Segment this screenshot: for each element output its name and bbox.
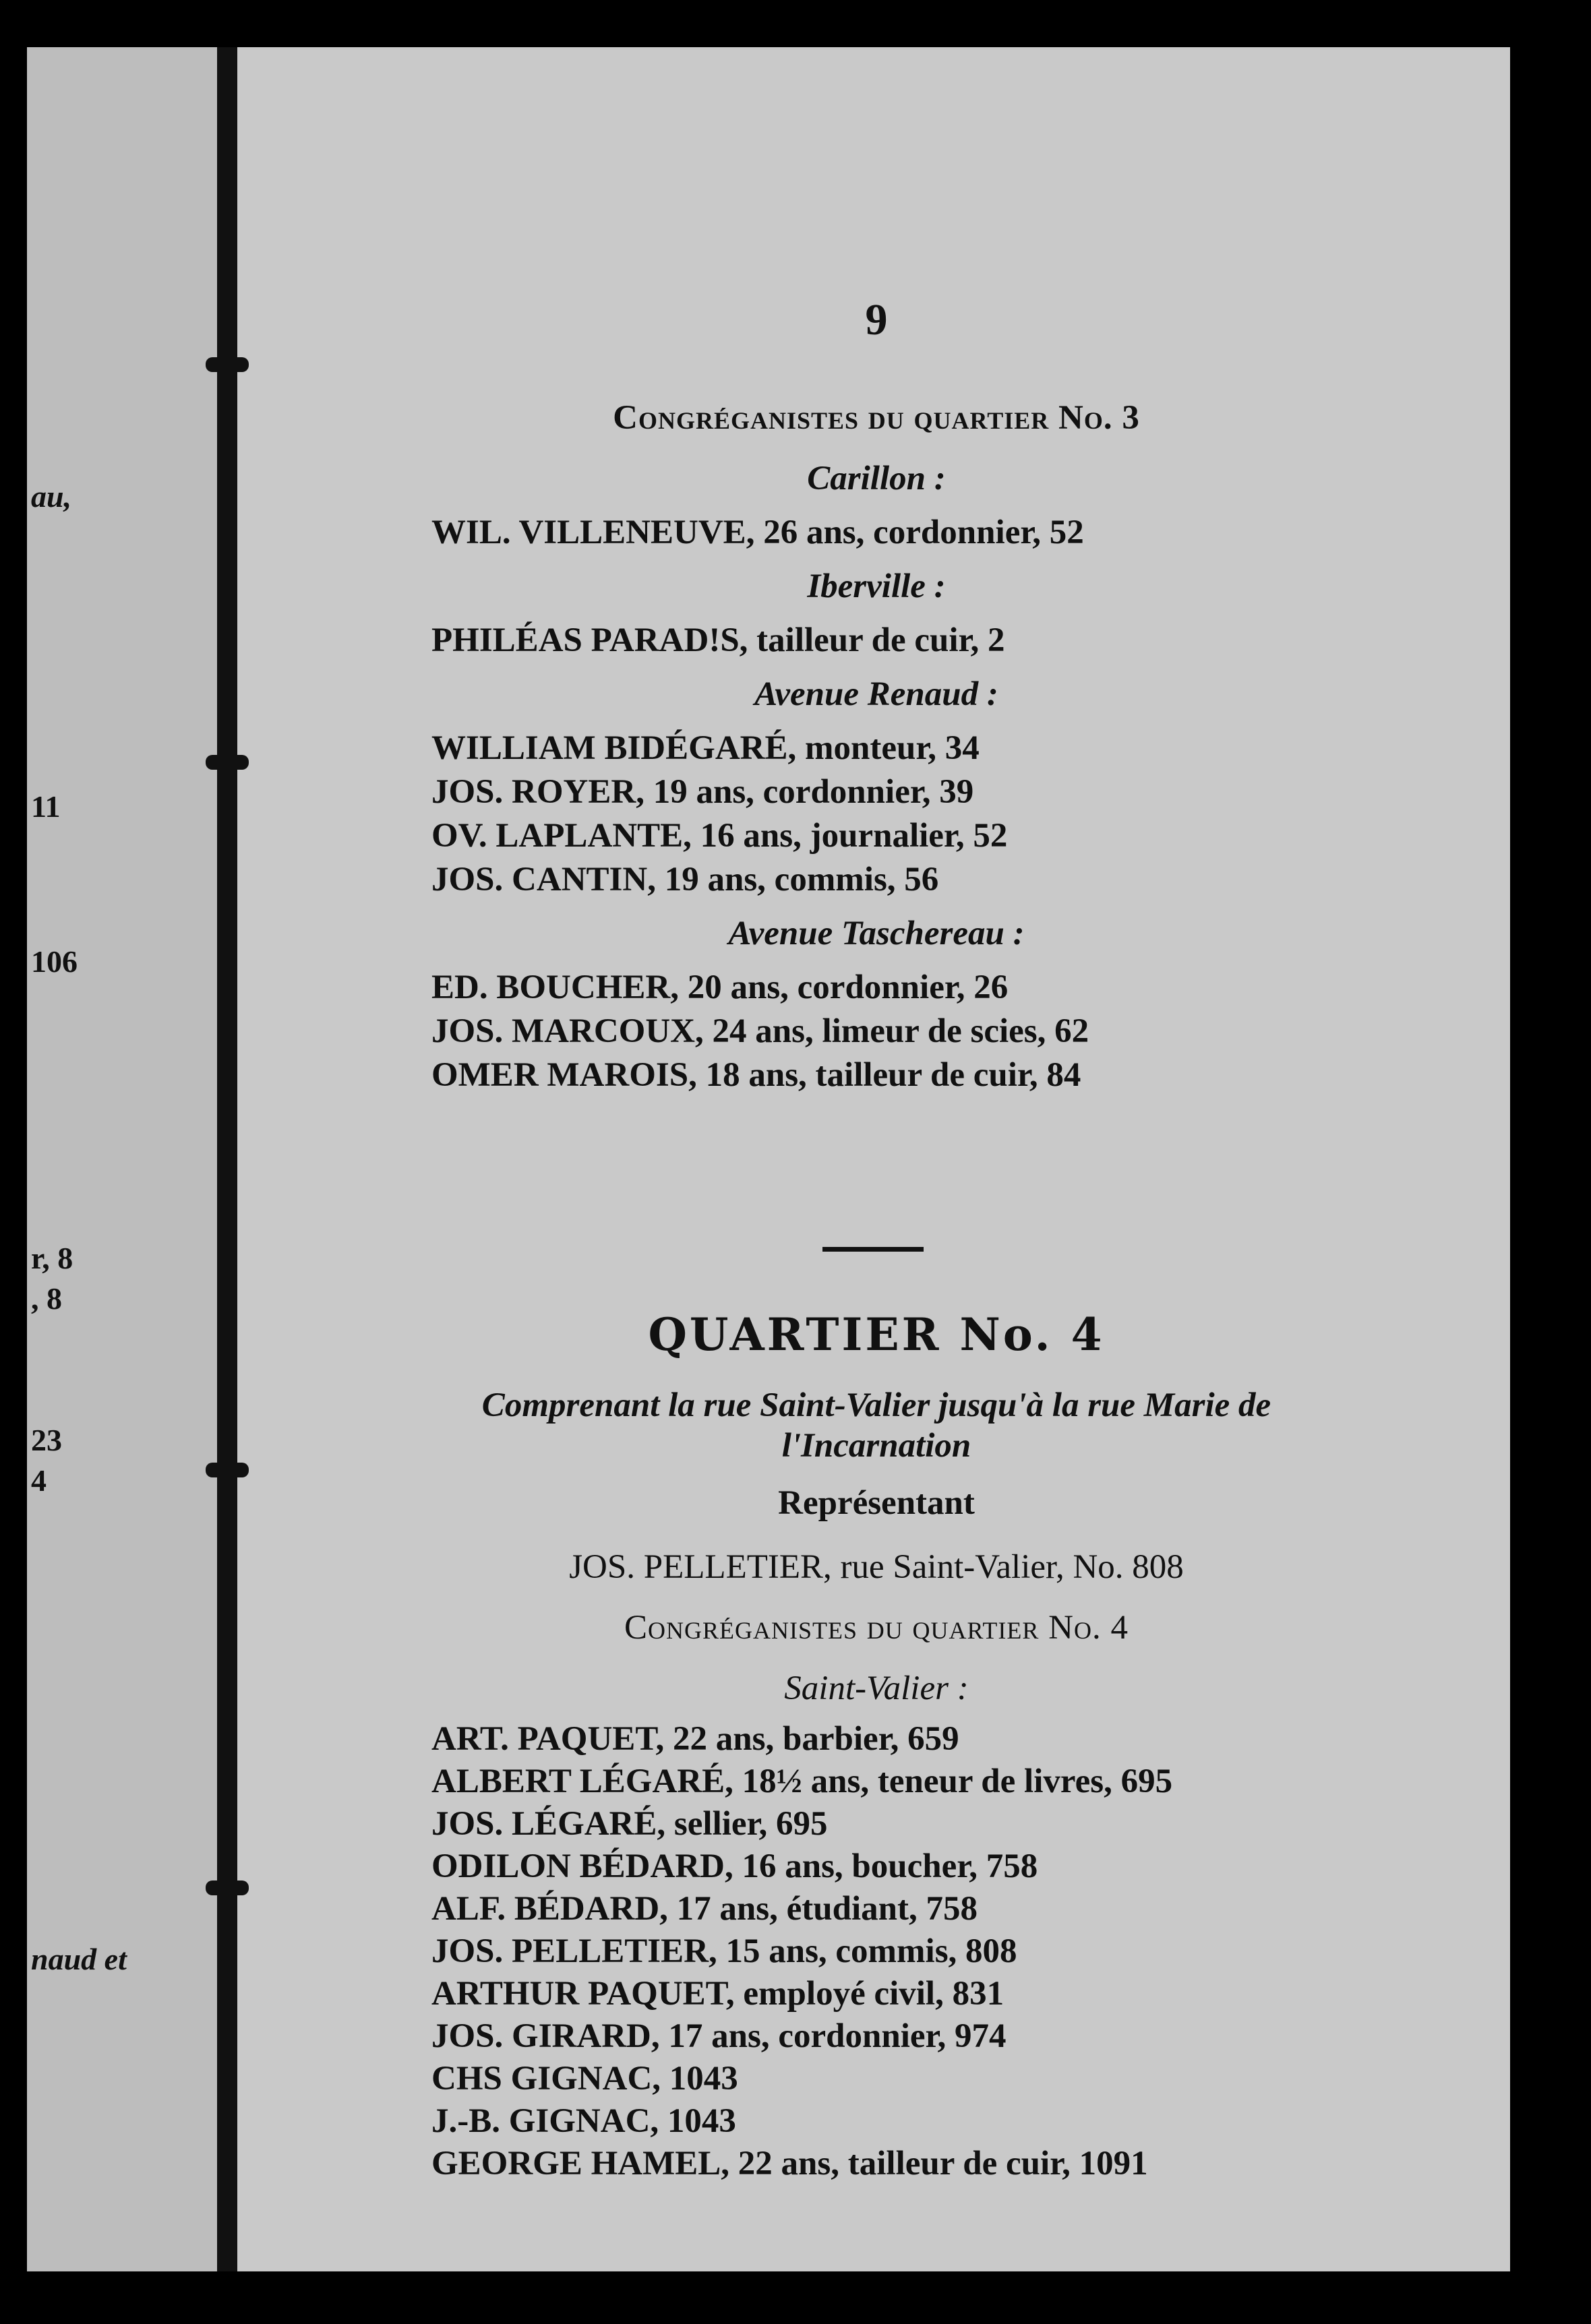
- list-item: ODILON BÉDARD, 16 ans, boucher, 758: [431, 1847, 1038, 1885]
- section4-title: QUARTIER No. 4: [648, 1308, 1105, 1361]
- list-item: J.-B. GIGNAC, 1043: [431, 2102, 736, 2140]
- list-item: ALF. BÉDARD, 17 ans, étudiant, 758: [431, 1890, 978, 1928]
- left-fragment: 106: [31, 944, 78, 979]
- list-item: PHILÉAS PARAD!S, tailleur de cuir, 2: [431, 621, 1005, 659]
- left-fragment: , 8: [31, 1281, 62, 1316]
- left-fragment: 11: [31, 789, 61, 824]
- left-page-fragments: [27, 47, 229, 2271]
- list-item: ED. BOUCHER, 20 ans, cordonnier, 26: [431, 969, 1009, 1006]
- right-page: [243, 47, 1510, 2271]
- representative-label: Représentant: [778, 1484, 975, 1522]
- section3-heading: Congréganistes du quartier No. 3: [613, 399, 1140, 437]
- street-heading: Avenue Taschereau :: [728, 915, 1025, 952]
- list-item: ART. PAQUET, 22 ans, barbier, 659: [431, 1720, 959, 1758]
- list-item: JOS. CANTIN, 19 ans, commis, 56: [431, 861, 939, 898]
- left-fragment: naud et: [31, 1942, 127, 1976]
- list-item: CHS GIGNAC, 1043: [431, 2060, 738, 2098]
- representative-name: JOS. PELLETIER, rue Saint-Valier, No. 808: [569, 1548, 1184, 1586]
- left-page-edge: [27, 47, 229, 2271]
- binding-gutter: [217, 47, 237, 2271]
- scanned-spread: [27, 47, 1510, 2271]
- left-fragment: 4: [31, 1463, 47, 1498]
- street-heading: Carillon :: [807, 460, 946, 497]
- section4-heading: Congréganistes du quartier No. 4: [624, 1609, 1129, 1647]
- list-item: ALBERT LÉGARÉ, 18½ ans, teneur de livres, 695: [431, 1763, 1173, 1800]
- list-item: GEORGE HAMEL, 22 ans, tailleur de cuir, 1091: [431, 2145, 1148, 2182]
- list-item: JOS. ROYER, 19 ans, cordonnier, 39: [431, 773, 974, 811]
- section4-subtitle-line2: l'Incarnation: [781, 1427, 971, 1465]
- list-item: JOS. MARCOUX, 24 ans, limeur de scies, 62: [431, 1012, 1089, 1050]
- list-item: ARTHUR PAQUET, employé civil, 831: [431, 1975, 1004, 2013]
- list-item: JOS. GIRARD, 17 ans, cordonnier, 974: [431, 2017, 1007, 2055]
- list-item: OMER MAROIS, 18 ans, tailleur de cuir, 84: [431, 1056, 1081, 1094]
- page-number: 9: [865, 295, 888, 344]
- street-heading: Avenue Renaud :: [754, 675, 998, 713]
- list-item: WIL. VILLENEUVE, 26 ans, cordonnier, 52: [431, 514, 1084, 551]
- section-divider: [822, 1247, 924, 1252]
- street-heading: Iberville :: [807, 568, 946, 605]
- list-item: WILLIAM BIDÉGARÉ, monteur, 34: [431, 729, 980, 767]
- section4-subtitle-line1: Comprenant la rue Saint-Valier jusqu'à la rue Marie de: [481, 1386, 1271, 1424]
- list-item: JOS. PELLETIER, 15 ans, commis, 808: [431, 1932, 1017, 1970]
- street-heading: Saint-Valier :: [784, 1670, 969, 1707]
- left-fragment: 23: [31, 1423, 62, 1457]
- list-item: JOS. LÉGARÉ, sellier, 695: [431, 1805, 828, 1843]
- left-fragment: r, 8: [31, 1241, 73, 1275]
- left-fragment: au,: [31, 479, 72, 514]
- list-item: OV. LAPLANTE, 16 ans, journalier, 52: [431, 817, 1008, 855]
